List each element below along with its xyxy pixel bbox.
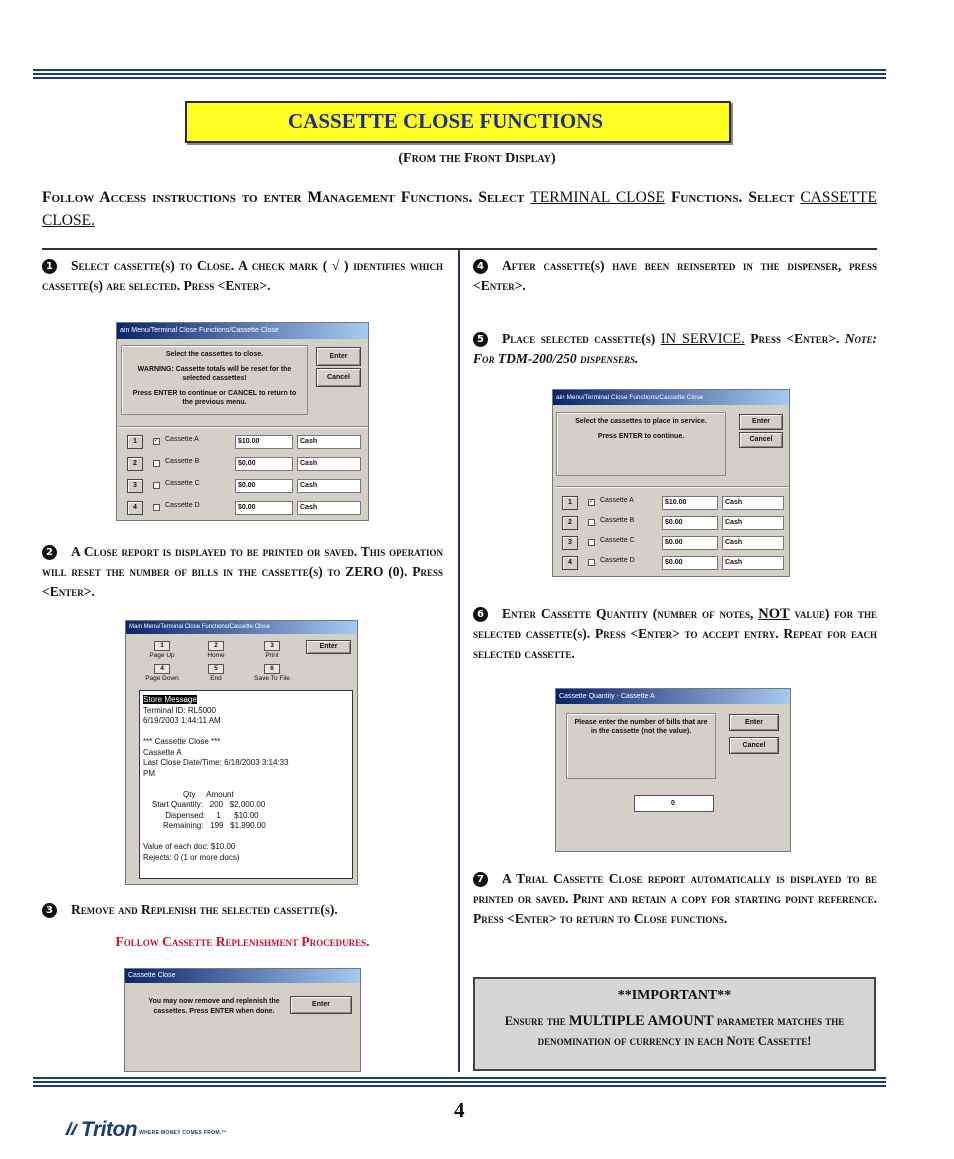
cassette-row[interactable] bbox=[562, 536, 788, 550]
step-6-text-a: Enter Cassette Quantity (number of notes, bbox=[502, 606, 759, 621]
row-key[interactable]: 2 bbox=[562, 516, 578, 530]
step-4 bbox=[473, 256, 877, 296]
row-amount: $0.00 bbox=[235, 501, 293, 515]
remove-replenish-dialog bbox=[124, 968, 361, 1072]
not-emphasis: NOT bbox=[758, 606, 790, 622]
important-notice bbox=[473, 977, 876, 1071]
report-body: Terminal ID: RL5000 6/19/2003 1:44:11 AM *** Cassette Close *** Cassette A Last Close Date/Time: 6/18/2003 3:14:33 PM Qty Amount Start Quantity: 200 $2,000.00 Dispensed: 1 $10.00 Remaining: 199 $1,990.00 Value of each doc: $10.00 Rejects: 0 (1 or more docs) bbox=[143, 705, 289, 862]
row-currency: Cash bbox=[722, 556, 784, 570]
page-number: 4 bbox=[454, 1098, 465, 1122]
row-checkbox[interactable] bbox=[588, 559, 595, 566]
step-number-4: 4 bbox=[473, 259, 488, 274]
dialog-msg-1: Select the cassettes to close. bbox=[165, 351, 264, 358]
row-checkbox[interactable]: ✓ bbox=[154, 438, 160, 444]
row-currency: Cash bbox=[722, 516, 784, 530]
important-body bbox=[475, 1011, 874, 1051]
step-6 bbox=[473, 604, 877, 664]
row-label: Cassette D bbox=[165, 502, 200, 509]
step-3 bbox=[42, 900, 443, 920]
intro-text-1: Follow Access instructions to enter Management Functions. Select bbox=[42, 189, 531, 206]
step-1-text: Select cassette(s) to Close. A check mark ( √ ) identifies which cassette(s) are selected. Press <Enter>. bbox=[42, 258, 443, 293]
step-3-text: Remove and Replenish the selected cassette(s). bbox=[71, 902, 338, 917]
in-service-link: IN SERVICE. bbox=[660, 331, 745, 347]
print-key[interactable]: 3 Print bbox=[265, 642, 279, 659]
cancel-button[interactable]: Cancel bbox=[739, 432, 783, 448]
row-amount: $10.00 bbox=[662, 496, 718, 510]
row-currency: Cash bbox=[722, 496, 784, 510]
row-label: Cassette D bbox=[600, 557, 635, 564]
row-key[interactable]: 1 bbox=[127, 435, 143, 449]
dialog-message bbox=[121, 345, 308, 415]
row-currency: Cash bbox=[297, 479, 361, 493]
dialog-titlebar: ain Menu/Terminal Close Functions/Cassette Close bbox=[553, 390, 789, 405]
cassette-row[interactable] bbox=[562, 496, 788, 510]
dialog-msg-2: Press ENTER to continue. bbox=[597, 433, 685, 440]
replenishment-note: Follow Cassette Replenishment Procedures. bbox=[115, 934, 370, 949]
step-2 bbox=[42, 542, 443, 602]
row-currency: Cash bbox=[297, 457, 361, 471]
home-key[interactable]: 2 Home bbox=[207, 642, 225, 659]
row-label: Cassette C bbox=[165, 480, 200, 487]
close-report-dialog bbox=[125, 620, 358, 885]
save-to-file-key[interactable]: 6 Save To File bbox=[254, 665, 290, 682]
header-rule bbox=[33, 69, 886, 81]
row-label: Cassette B bbox=[600, 517, 635, 524]
step-5-note: Note: For TDM-200/250 dispensers. bbox=[473, 331, 878, 366]
step-5-text-b: Press <Enter>. bbox=[744, 331, 845, 346]
step-6-text-b: value) for the selected cassette(s). Press <Enter> to accept entry. Repeat for each selected cassette. bbox=[473, 606, 878, 661]
row-amount: $10.00 bbox=[235, 435, 293, 449]
dialog-titlebar: Cassette Close bbox=[125, 969, 360, 983]
report-highlight: Store Message bbox=[143, 695, 197, 704]
dialog-message: Please enter the number of bills that are in the cassette (not the value). bbox=[566, 713, 716, 779]
important-heading: **IMPORTANT** bbox=[617, 988, 732, 1003]
step-5 bbox=[473, 329, 877, 369]
triton-logo bbox=[63, 1118, 227, 1142]
cassette-close-link: CASSETTE CLOSE. bbox=[42, 189, 877, 229]
footer-rule bbox=[33, 1077, 886, 1089]
step-number-6: 6 bbox=[473, 607, 488, 622]
row-key[interactable]: 3 bbox=[127, 479, 143, 493]
row-key[interactable]: 4 bbox=[562, 556, 578, 570]
row-checkbox[interactable] bbox=[153, 460, 160, 467]
row-key[interactable]: 3 bbox=[562, 536, 578, 550]
dialog-msg-2: WARNING: Cassette totals will be reset for the selected cassettes! bbox=[137, 366, 292, 382]
close-report-text bbox=[139, 690, 353, 879]
cassette-row[interactable] bbox=[127, 435, 367, 449]
row-amount: $0.00 bbox=[662, 516, 718, 530]
quantity-input[interactable]: 0 bbox=[634, 795, 714, 812]
row-label: Cassette A bbox=[600, 497, 634, 504]
row-label: Cassette C bbox=[600, 537, 635, 544]
row-checkbox[interactable] bbox=[588, 539, 595, 546]
cassette-row[interactable] bbox=[127, 479, 367, 493]
page-subtitle: (From the Front Display) bbox=[398, 151, 556, 166]
intro-paragraph bbox=[42, 186, 877, 232]
terminal-close-link: TERMINAL CLOSE bbox=[530, 189, 665, 206]
enter-button[interactable]: Enter bbox=[290, 996, 352, 1014]
dialog-titlebar: Main Menu/Terminal Close Functions/Cassette Close bbox=[126, 621, 357, 634]
enter-button[interactable]: Enter bbox=[729, 714, 779, 731]
step-number-7: 7 bbox=[473, 872, 488, 887]
row-key[interactable]: 1 bbox=[562, 496, 578, 510]
step-number-5: 5 bbox=[473, 332, 488, 347]
row-amount: $0.00 bbox=[662, 556, 718, 570]
in-service-dialog bbox=[552, 389, 790, 577]
row-checkbox[interactable] bbox=[153, 482, 160, 489]
step-4-text: After cassette(s) have been reinserted in the dispenser, press <Enter>. bbox=[473, 258, 877, 293]
dialog-msg-1: Select the cassettes to place in service. bbox=[575, 418, 707, 425]
row-checkbox[interactable] bbox=[588, 519, 595, 526]
dialog-separator bbox=[555, 486, 789, 487]
end-key[interactable]: 5 End bbox=[196, 664, 236, 682]
dialog-separator bbox=[119, 426, 368, 427]
step-2-text-a: A Close report is displayed to be printed or saved. This operation will reset the number of bills in the cassette(s) to bbox=[42, 544, 443, 579]
row-label: Cassette A bbox=[165, 436, 199, 443]
row-amount: $0.00 bbox=[662, 536, 718, 550]
cancel-button[interactable]: Cancel bbox=[729, 737, 779, 754]
row-currency: Cash bbox=[297, 435, 361, 449]
step-7 bbox=[473, 869, 877, 929]
cassette-row[interactable] bbox=[127, 457, 367, 471]
step-number-2: 2 bbox=[42, 545, 57, 560]
dialog-msg-3: Press ENTER to continue or CANCEL to return to the previous menu. bbox=[132, 390, 297, 406]
page-title: CASSETTE CLOSE FUNCTIONS bbox=[288, 109, 604, 133]
dialog-message bbox=[556, 412, 726, 476]
important-text-a: Ensure the bbox=[504, 1014, 569, 1028]
step-2-zero: ZERO (0). bbox=[345, 564, 408, 579]
row-checkbox[interactable]: ✓ bbox=[589, 499, 595, 505]
row-currency: Cash bbox=[722, 536, 784, 550]
intro-text-2: Functions. Select bbox=[664, 189, 801, 206]
dialog-titlebar: Cassette Quantity - Cassette A bbox=[556, 689, 790, 704]
logo-name: Triton bbox=[81, 1118, 138, 1141]
cancel-button[interactable]: Cancel bbox=[316, 368, 361, 387]
triton-swoosh-icon bbox=[63, 1120, 81, 1138]
page-down-key[interactable]: 4 Page Down bbox=[145, 665, 179, 682]
row-checkbox[interactable] bbox=[153, 504, 160, 511]
step-2-text-c: Press <Enter>. bbox=[42, 564, 443, 599]
cassette-quantity-dialog bbox=[555, 688, 791, 852]
step-number-1: 1 bbox=[42, 259, 57, 274]
close-select-dialog bbox=[116, 322, 369, 521]
title-box bbox=[185, 101, 731, 143]
step-1 bbox=[42, 256, 443, 296]
cassette-row[interactable] bbox=[127, 501, 367, 515]
enter-button[interactable]: Enter bbox=[739, 414, 783, 430]
row-key[interactable]: 4 bbox=[127, 501, 143, 515]
enter-button[interactable]: Enter bbox=[306, 640, 351, 654]
dialog-message: You may now remove and replenish the cassettes. Press ENTER when done. bbox=[148, 998, 280, 1015]
multiple-amount: MULTIPLE AMOUNT bbox=[568, 1013, 714, 1029]
step-5-text-a: Place selected cassette(s) bbox=[502, 331, 661, 346]
cassette-row[interactable] bbox=[562, 516, 788, 530]
enter-button[interactable]: Enter bbox=[316, 347, 361, 366]
dialog-titlebar: ain Menu/Terminal Close Functions/Cassette Close bbox=[117, 323, 368, 339]
row-label: Cassette B bbox=[165, 458, 200, 465]
logo-tagline: WHERE MONEY COMES FROM.™ bbox=[139, 1130, 227, 1136]
cassette-row[interactable] bbox=[562, 556, 788, 570]
step-number-3: 3 bbox=[42, 903, 57, 918]
row-amount: $0.00 bbox=[235, 479, 293, 493]
row-currency: Cash bbox=[297, 501, 361, 515]
important-text-b: parameter matches the denomination of currency in each Note Cassette! bbox=[537, 1014, 845, 1048]
column-divider bbox=[458, 250, 460, 1072]
row-key[interactable]: 2 bbox=[127, 457, 143, 471]
page-up-key[interactable]: 1 Page Up bbox=[149, 642, 175, 659]
row-amount: $0.00 bbox=[235, 457, 293, 471]
step-7-text: A Trial Cassette Close report automatically is displayed to be printed or saved. Print and retain a copy for starting point reference. Press <Enter> to return to Close functions. bbox=[473, 871, 877, 926]
